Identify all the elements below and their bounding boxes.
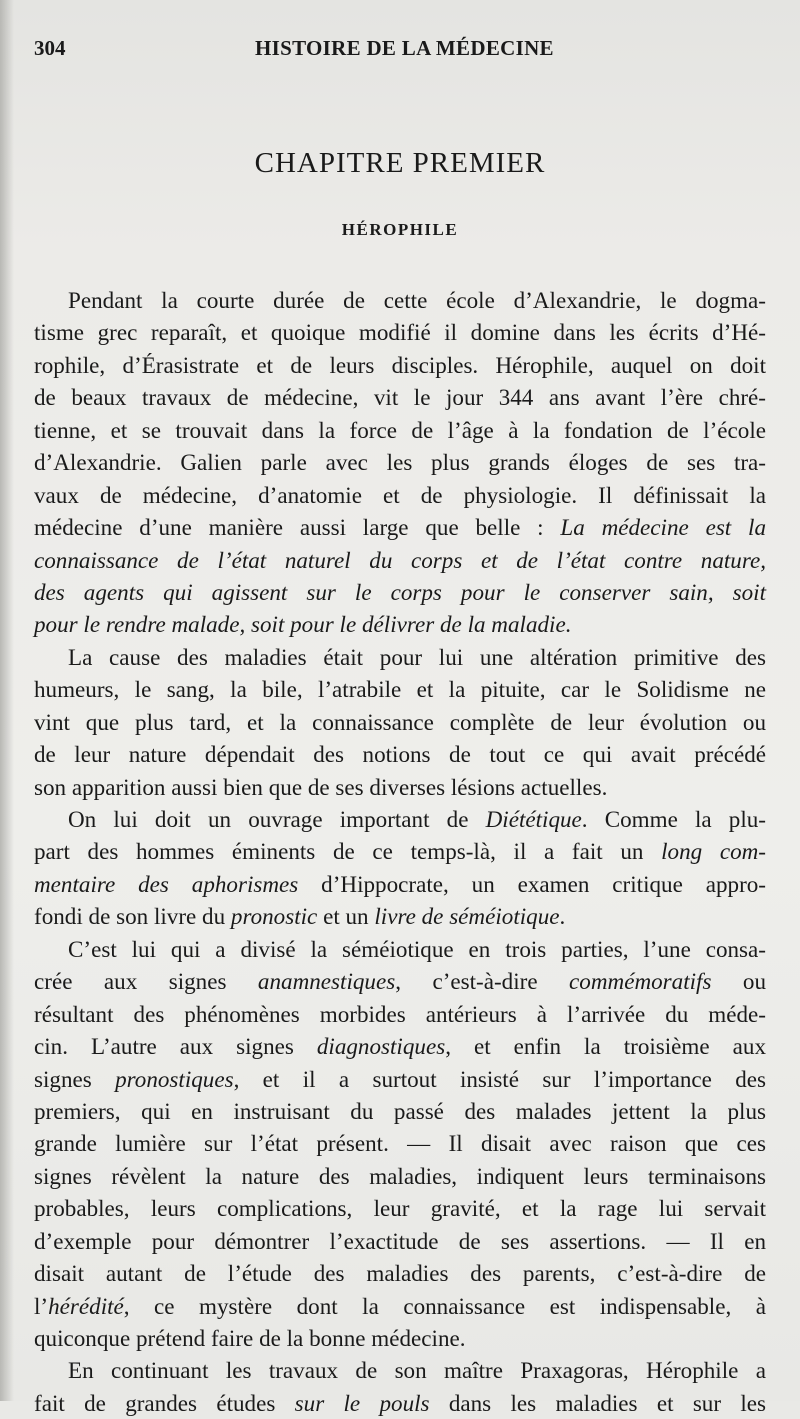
italic-run: des agents qui agissent sur le corps pour le conserver sain, soit [34, 578, 766, 605]
text-run: On lui doit un ouvrage important de [68, 806, 486, 832]
text-run: part des hommes éminents de ce temps-là, il a fait un [34, 838, 662, 865]
text-run: , et enfin la troisième aux [445, 1033, 766, 1060]
text-run: d’Alexandrie. Galien parle avec les plus grands éloges de ses tra- [34, 449, 766, 476]
italic-run: diagnostiques [316, 1033, 446, 1060]
text-run: , ce mystère dont la connaissance est indispensable, à [123, 1292, 766, 1319]
text-run: résultant des phénomènes morbides antérieurs à l’arrivée du méde- [34, 1000, 766, 1027]
italic-run: livre de séméiotique [374, 903, 560, 930]
text-run: . Comme la plu- [581, 806, 766, 832]
italic-run: pronostiques [115, 1065, 234, 1092]
text-line [34, 381, 766, 413]
text-run: C’est lui qui a divisé la séméiotique en trois parties, l’une consa- [68, 935, 766, 962]
text-line [34, 284, 766, 316]
text-line [34, 1192, 766, 1224]
italic-run: pronostic [230, 903, 318, 930]
text-run: dans les maladies et sur les [429, 1389, 767, 1416]
text-line [34, 706, 766, 738]
paragraph [34, 933, 766, 1355]
text-line [34, 608, 766, 640]
paragraph [34, 803, 766, 933]
italic-run: pour le rendre malade, soit pour le délivrer de la maladie. [34, 611, 572, 638]
text-run: , c’est-à-dire [395, 968, 570, 995]
text-run: et un [317, 903, 375, 930]
text-line [34, 771, 766, 803]
text-run: premiers, qui en instruisant du passé des malades jettent la plus [34, 1097, 766, 1124]
text-line [34, 414, 766, 446]
text-line [34, 1030, 766, 1062]
text-line [34, 641, 766, 673]
text-line [34, 900, 766, 932]
text-line [34, 1225, 766, 1257]
text-run: rophile, d’Érasistrate et de leurs disciples. Hérophile, auquel on doit [34, 351, 766, 378]
text-run: La cause des maladies était pour lui une altération primitive des [68, 643, 766, 670]
text-line [34, 1063, 766, 1095]
text-run: humeurs, le sang, la bile, l’atrabile et la pituite, car le Solidisme ne [34, 676, 766, 703]
italic-run: long com- [661, 838, 766, 865]
text-line [34, 1354, 766, 1386]
text-run: Pendant la courte durée de cette école d’Alexandrie, le dogma- [68, 287, 766, 313]
text-run: crée aux signes [34, 968, 258, 995]
page-gutter-shadow [0, 0, 14, 1401]
text-run: son apparition aussi bien que de ses diverses lésions actuelles. [34, 773, 608, 800]
text-run: de leur nature dépendait des notions de tout ce qui avait précédé [34, 741, 766, 768]
text-run: disait autant de l’étude des maladies des parents, c’est-à-dire de [34, 1260, 766, 1287]
text-line [34, 1387, 766, 1419]
text-run: tienne, et se trouvait dans la force de l’âge à la fondation de l’école [34, 416, 766, 443]
text-line [34, 965, 766, 997]
text-line [34, 738, 766, 770]
text-run: tisme grec reparaît, et quoique modifié il domine dans les écrits d’Hé- [34, 319, 766, 346]
text-run: d’exemple pour démontrer l’exactitude de ses assertions. — Il en [34, 1227, 766, 1254]
text-run: signes révèlent la nature des maladies, indiquent leurs terminaisons [34, 1162, 766, 1189]
italic-run: Diététique [485, 806, 582, 832]
italic-run: La médecine est la [560, 514, 766, 541]
text-line [34, 1257, 766, 1289]
italic-run: hérédité [48, 1292, 124, 1319]
running-title: HISTOIRE DE LA MÉDECINE [255, 36, 554, 60]
text-line [34, 1127, 766, 1159]
page-number: 304 [34, 36, 66, 60]
text-run: vint que plus tard, et la connaissance complète de leur évolution ou [34, 708, 766, 735]
paragraph [34, 641, 766, 803]
paragraph [34, 284, 766, 641]
text-run: ou [711, 968, 767, 995]
text-line [34, 803, 766, 835]
text-line [34, 673, 766, 705]
text-run: . [559, 903, 566, 930]
text-line [34, 479, 766, 511]
paragraph [34, 1354, 766, 1419]
italic-run: commémoratifs [569, 968, 712, 995]
chapter-title: CHAPITRE PREMIER [254, 147, 546, 179]
text-run: fait de grandes études [34, 1389, 295, 1416]
text-line [34, 544, 766, 576]
section-title: HÉROPHILE [341, 220, 459, 239]
text-run: fondi de son livre du [34, 903, 231, 930]
text-run: , et il a surtout insisté sur l’importance des [233, 1065, 767, 1092]
text-line [34, 511, 766, 543]
text-run: cin. L’autre aux signes [34, 1033, 317, 1060]
text-line [34, 1160, 766, 1192]
text-line [34, 1322, 766, 1354]
text-line [34, 998, 766, 1030]
text-line [34, 446, 766, 478]
text-run: probables, leurs complications, leur gravité, et la rage lui servait [34, 1195, 766, 1222]
text-line [34, 349, 766, 381]
text-run: En continuant les travaux de son maître Praxagoras, Hérophile a [68, 1357, 766, 1384]
text-line [34, 1095, 766, 1127]
italic-run: mentaire des aphorismes [34, 870, 299, 897]
text-line [34, 868, 766, 900]
italic-run: anamnestiques [257, 968, 396, 995]
text-run: quiconque prétend faire de la bonne médecine. [34, 1325, 466, 1351]
text-line [34, 576, 766, 608]
text-run: médecine d’une manière aussi large que belle : [34, 514, 561, 541]
text-run: l’ [34, 1292, 49, 1319]
text-line [34, 835, 766, 867]
text-line [34, 933, 766, 965]
text-run: signes [34, 1065, 116, 1092]
body-text [34, 284, 766, 1419]
text-run: de beaux travaux de médecine, vit le jour 344 ans avant l’ère chré- [34, 384, 766, 411]
text-run: d’Hippocrate, un examen critique appro- [298, 870, 766, 897]
text-line [34, 1290, 766, 1322]
text-run: vaux de médecine, d’anatomie et de physiologie. Il définissait la [34, 481, 766, 508]
italic-run: sur le pouls [294, 1389, 430, 1416]
text-line [34, 316, 766, 348]
text-run: grande lumière sur l’état présent. — Il disait avec raison que ces [34, 1130, 766, 1157]
italic-run: connaissance de l’état naturel du corps et de l’état contre nature, [34, 546, 766, 573]
